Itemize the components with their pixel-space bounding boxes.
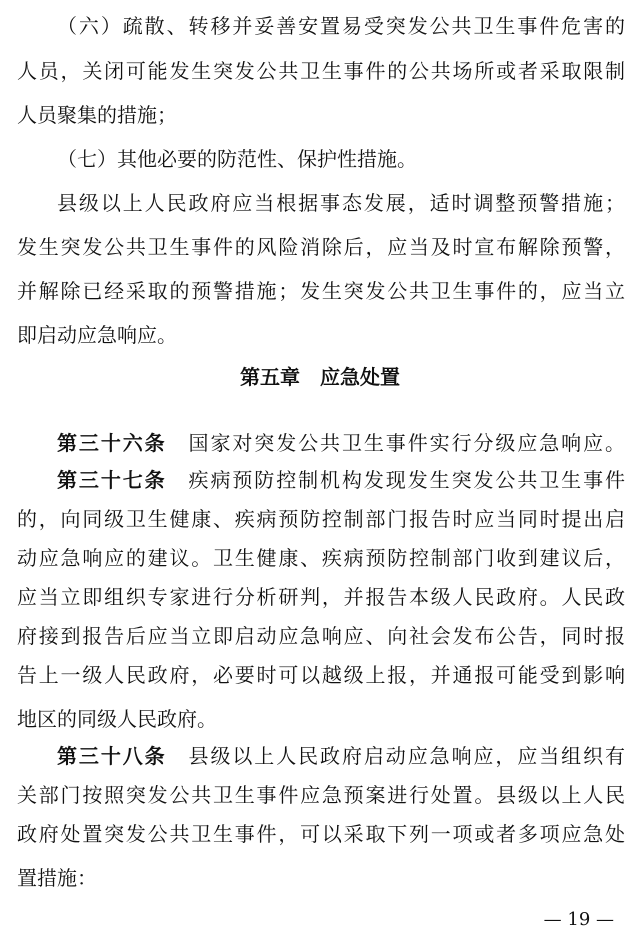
text-line: 关部门按照突发公共卫生事件应急预案进行处置。县级以上人民 <box>17 783 625 807</box>
article-text: 疾病预防控制机构发现发生突发公共卫生事件 <box>188 468 626 492</box>
text-line: 地区的同级人民政府。 <box>17 707 217 731</box>
article-label: 第三十七条 <box>57 468 167 492</box>
text-line: 府接到报告后应当立即启动应急响应、向社会发布公告，同时报 <box>17 624 625 648</box>
text-line: 人员聚集的措施； <box>17 103 177 127</box>
chapter-title: 第五章 应急处置 <box>240 365 400 389</box>
article-36 <box>57 431 625 455</box>
text-line: 即启动应急响应。 <box>17 323 177 347</box>
text-line: 置措施： <box>17 866 97 890</box>
text-line: 人员，关闭可能发生突发公共卫生事件的公共场所或者采取限制 <box>17 59 625 83</box>
text-line: 动应急响应的建议。卫生健康、疾病预防控制部门收到建议后， <box>17 546 625 570</box>
text-line: 告上一级人民政府，必要时可以越级上报，并通报可能受到影响 <box>17 663 625 687</box>
text-line: 县级以上人民政府应当根据事态发展，适时调整预警措施； <box>57 191 625 215</box>
text-line: 发生突发公共卫生事件的风险消除后，应当及时宣布解除预警， <box>17 235 625 259</box>
text-line: 并解除已经采取的预警措施；发生突发公共卫生事件的，应当立 <box>17 279 625 303</box>
article-text: 国家对突发公共卫生事件实行分级应急响应。 <box>188 431 626 455</box>
article-text: 县级以上人民政府启动应急响应，应当组织有 <box>188 744 626 768</box>
text-line: 应当立即组织专家进行分析研判，并报告本级人民政府。人民政 <box>17 585 625 609</box>
text-line: （六）疏散、转移并妥善安置易受突发公共卫生事件危害的 <box>57 14 625 38</box>
article-label: 第三十八条 <box>57 744 167 768</box>
text-line: 政府处置突发公共卫生事件，可以采取下列一项或者多项应急处 <box>17 822 625 846</box>
text-line: 的，向同级卫生健康、疾病预防控制部门报告时应当同时提出启 <box>17 507 625 531</box>
article-38 <box>57 744 625 768</box>
text-line: （七）其他必要的防范性、保护性措施。 <box>57 147 417 171</box>
page-number: — 19 — <box>543 909 614 930</box>
article-label: 第三十六条 <box>57 431 167 455</box>
article-37 <box>57 468 625 492</box>
